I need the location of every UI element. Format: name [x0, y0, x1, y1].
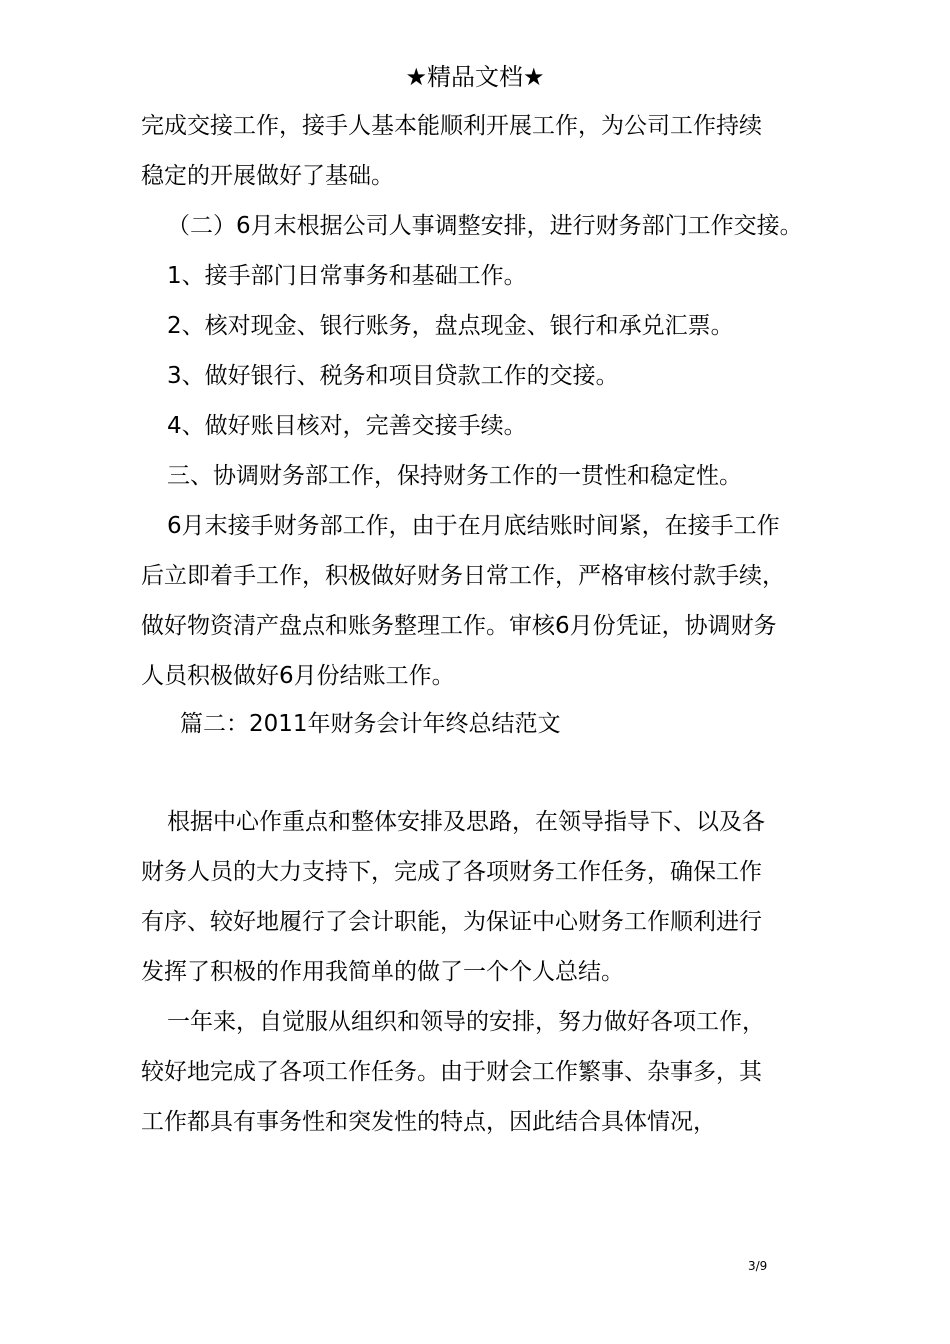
body-line: 做好物资清产盘点和账务整理工作。审核6月份凭证，协调财务 [141, 613, 777, 639]
body-line: 三、协调财务部工作，保持财务工作的一贯性和稳定性。 [167, 463, 742, 489]
body-line: 工作都具有事务性和突发性的特点，因此结合具体情况， [141, 1109, 716, 1135]
body-line: 稳定的开展做好了基础。 [141, 163, 394, 189]
body-line: 4、做好账目核对，完善交接手续。 [167, 413, 527, 439]
body-line: 1、接手部门日常事务和基础工作。 [167, 263, 527, 289]
page-number: 3/9 [748, 1259, 768, 1273]
body-line: 3、做好银行、税务和项目贷款工作的交接。 [167, 363, 619, 389]
body-line: 发挥了积极的作用我简单的做了一个个人总结。 [141, 959, 624, 985]
body-line: 有序、较好地履行了会计职能，为保证中心财务工作顺利进行 [141, 909, 762, 935]
body-line: 人员积极做好6月份结账工作。 [141, 663, 455, 689]
body-line: （二）6月末根据公司人事调整安排，进行财务部门工作交接。 [167, 213, 803, 239]
body-line: 完成交接工作，接手人基本能顺利开展工作，为公司工作持续 [141, 113, 762, 139]
section-heading: 篇二：2011年财务会计年终总结范文 [180, 711, 561, 737]
body-line: 一年来，自觉服从组织和领导的安排，努力做好各项工作， [167, 1009, 765, 1035]
body-line: 6月末接手财务部工作，由于在月底结账时间紧，在接手工作 [167, 513, 780, 539]
body-line: 根据中心作重点和整体安排及思路，在领导指导下、以及各 [167, 809, 765, 835]
body-line: 较好地完成了各项工作任务。由于财会工作繁事、杂事多，其 [141, 1059, 762, 1085]
body-line: 2、核对现金、银行账务，盘点现金、银行和承兑汇票。 [167, 313, 734, 339]
page-header-title: ★精品文档★ [405, 63, 545, 91]
body-line: 后立即着手工作，积极做好财务日常工作，严格审核付款手续， [141, 563, 785, 589]
body-line: 财务人员的大力支持下，完成了各项财务工作任务，确保工作 [141, 859, 762, 885]
